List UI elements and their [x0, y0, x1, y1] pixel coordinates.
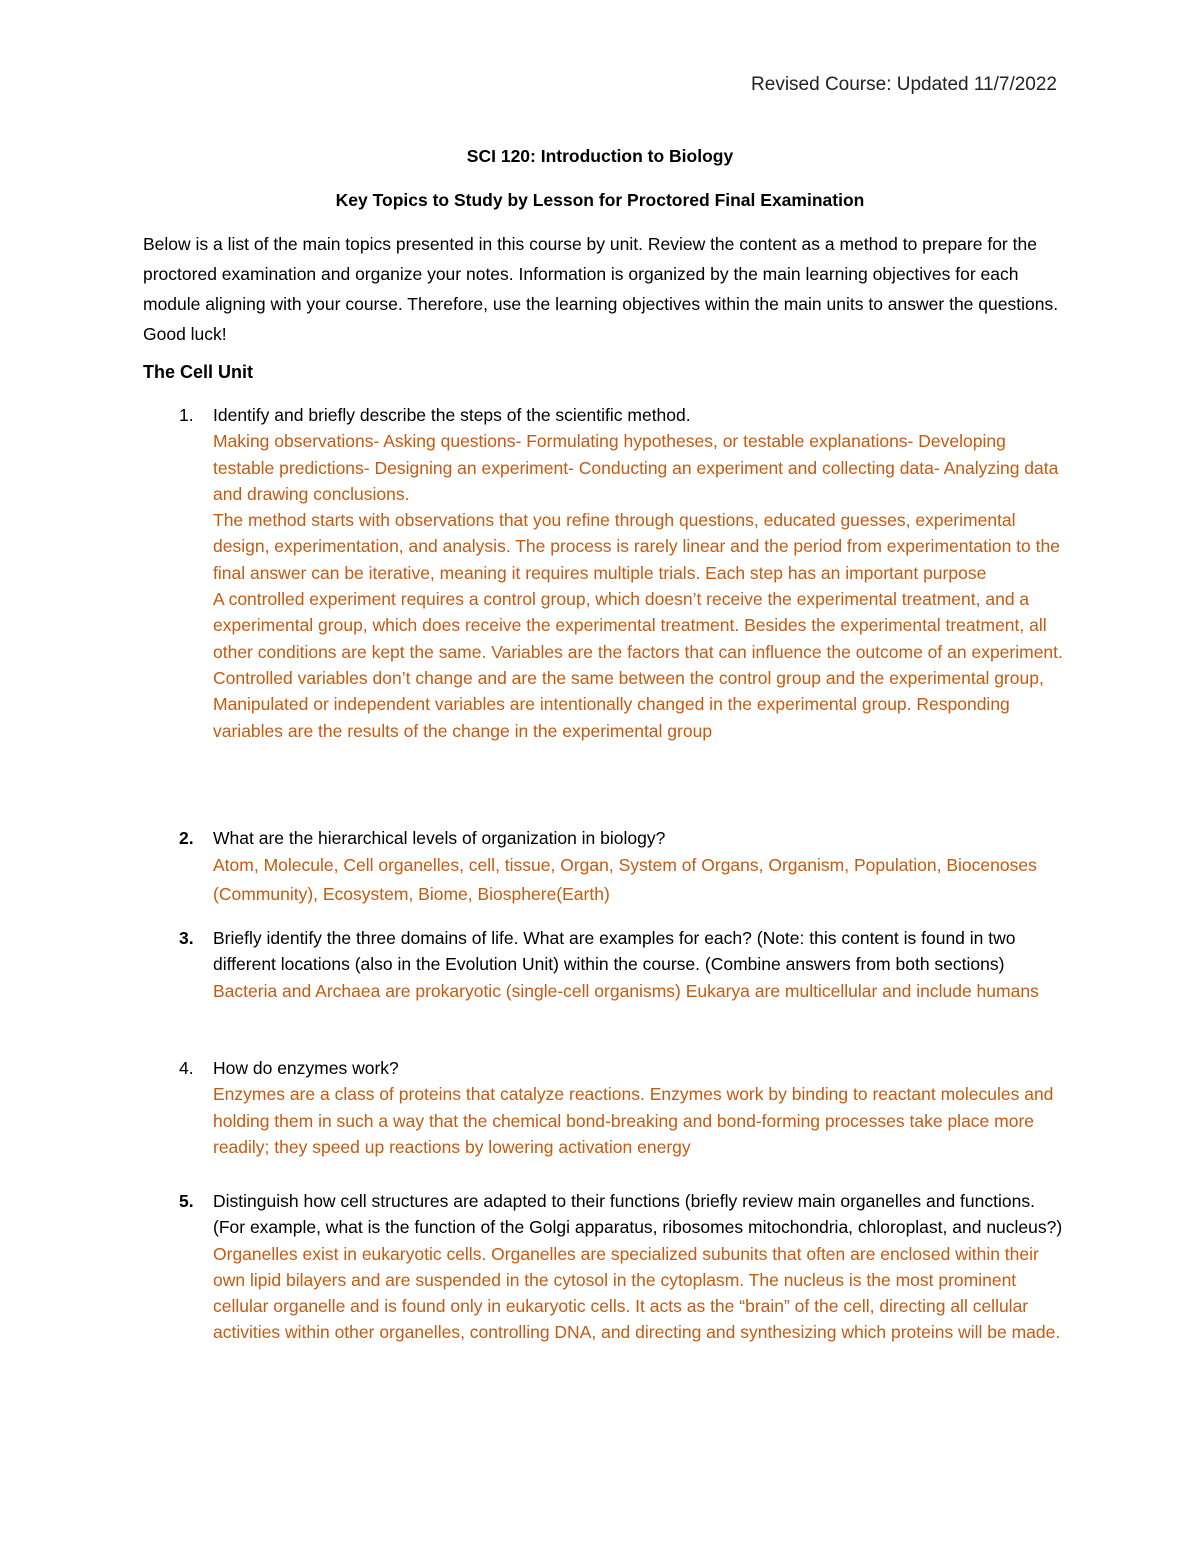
unit-heading: The Cell Unit	[143, 362, 254, 382]
answer-text: A controlled experiment requires a control group, which doesn’t receive the experimental treatment, and a experimental group, which does receive the experimental treatment. Besides the experimental treatment, all other conditions are kept the same. Variables are the factors that can influence the outcome of an experiment. Controlled variables don’t change and are the same between the control group and the experimental group, Manipulated or independent variables are intentionally changed in the experimental group. Responding variables are the results of the change in the experimental group	[213, 589, 1063, 741]
question-text: What are the hierarchical levels of organization in biology?	[213, 828, 666, 848]
list-item	[179, 402, 1063, 744]
intro-text: Below is a list of the main topics presented in this course by unit. Review the content as a method to prepare for the proctored examination and organize your notes. Information is organized by the main learning objectives for each module aligning with your course. Therefore, use the learning objectives within the main units to answer the questions. Good luck!	[143, 234, 1059, 344]
list-number: 2.	[179, 828, 194, 848]
intro-paragraph	[143, 229, 1063, 349]
question-text: Distinguish how cell structures are adapted to their functions (briefly review main organelles and functions. (For example, what is the function of the Golgi apparatus, ribosomes mitochondria, chloroplast, and nucleus?)	[213, 1191, 1063, 1238]
revision-note: Revised Course: Updated 11/7/2022	[751, 74, 1057, 95]
list-number: 3.	[179, 928, 194, 948]
answer-text: Organelles exist in eukaryotic cells. Organelles are specialized subunits that often are enclosed within their own lipid bilayers and are suspended in the cytosol in the cytoplasm. The nucleus is the most prominent cellular organelle and is found only in eukaryotic cells. It acts as the “brain” of the cell, directing all cellular activities within other organelles, controlling DNA, and directing and synthesizing which proteins will be made.	[213, 1243, 1061, 1343]
question-text: Briefly identify the three domains of life. What are examples for each? (Note: this content is found in two different locations (also in the Evolution Unit) within the course. (Combine answers from both sections)	[213, 928, 1016, 975]
answer-text: The method starts with observations that you refine through questions, educated guesses, experimental design, experimentation, and analysis. The process is rarely linear and the period from experimentation to the final answer can be iterative, meaning it requires multiple trials. Each step has an important purpose	[213, 510, 1060, 583]
list-item	[179, 1188, 1063, 1346]
answer-text: Making observations- Asking questions- Formulating hypotheses, or testable explanations- Developing testable predictions- Designing an experiment- Conducting an experiment and collecting data- Analyzing data and drawing conclusions.	[213, 431, 1059, 504]
answer-text: Enzymes are a class of proteins that catalyze reactions. Enzymes work by binding to reactant molecules and holding them in such a way that the chemical bond-breaking and bond-forming processes take place more readily; they speed up reactions by lowering activation energy	[213, 1084, 1054, 1157]
document-subtitle: Key Topics to Study by Lesson for Proctored Final Examination	[335, 190, 865, 210]
answer-text: Bacteria and Archaea are prokaryotic (single-cell organisms) Eukarya are multicellular and include humans	[213, 980, 1039, 1001]
question-text: Identify and briefly describe the steps of the scientific method.	[213, 405, 691, 425]
list-item	[179, 825, 1063, 909]
list-number: 4.	[179, 1058, 194, 1078]
list-item	[179, 925, 1063, 1004]
course-title: SCI 120: Introduction to Biology	[466, 146, 734, 166]
answer-text: Atom, Molecule, Cell organelles, cell, tissue, Organ, System of Organs, Organism, Population, Biocenoses (Community), Ecosystem, Biome, Biosphere(Earth)	[213, 855, 1037, 905]
list-number: 1.	[179, 405, 194, 425]
list-item	[179, 1055, 1063, 1160]
list-number: 5.	[179, 1191, 194, 1211]
question-text: How do enzymes work?	[213, 1058, 399, 1078]
